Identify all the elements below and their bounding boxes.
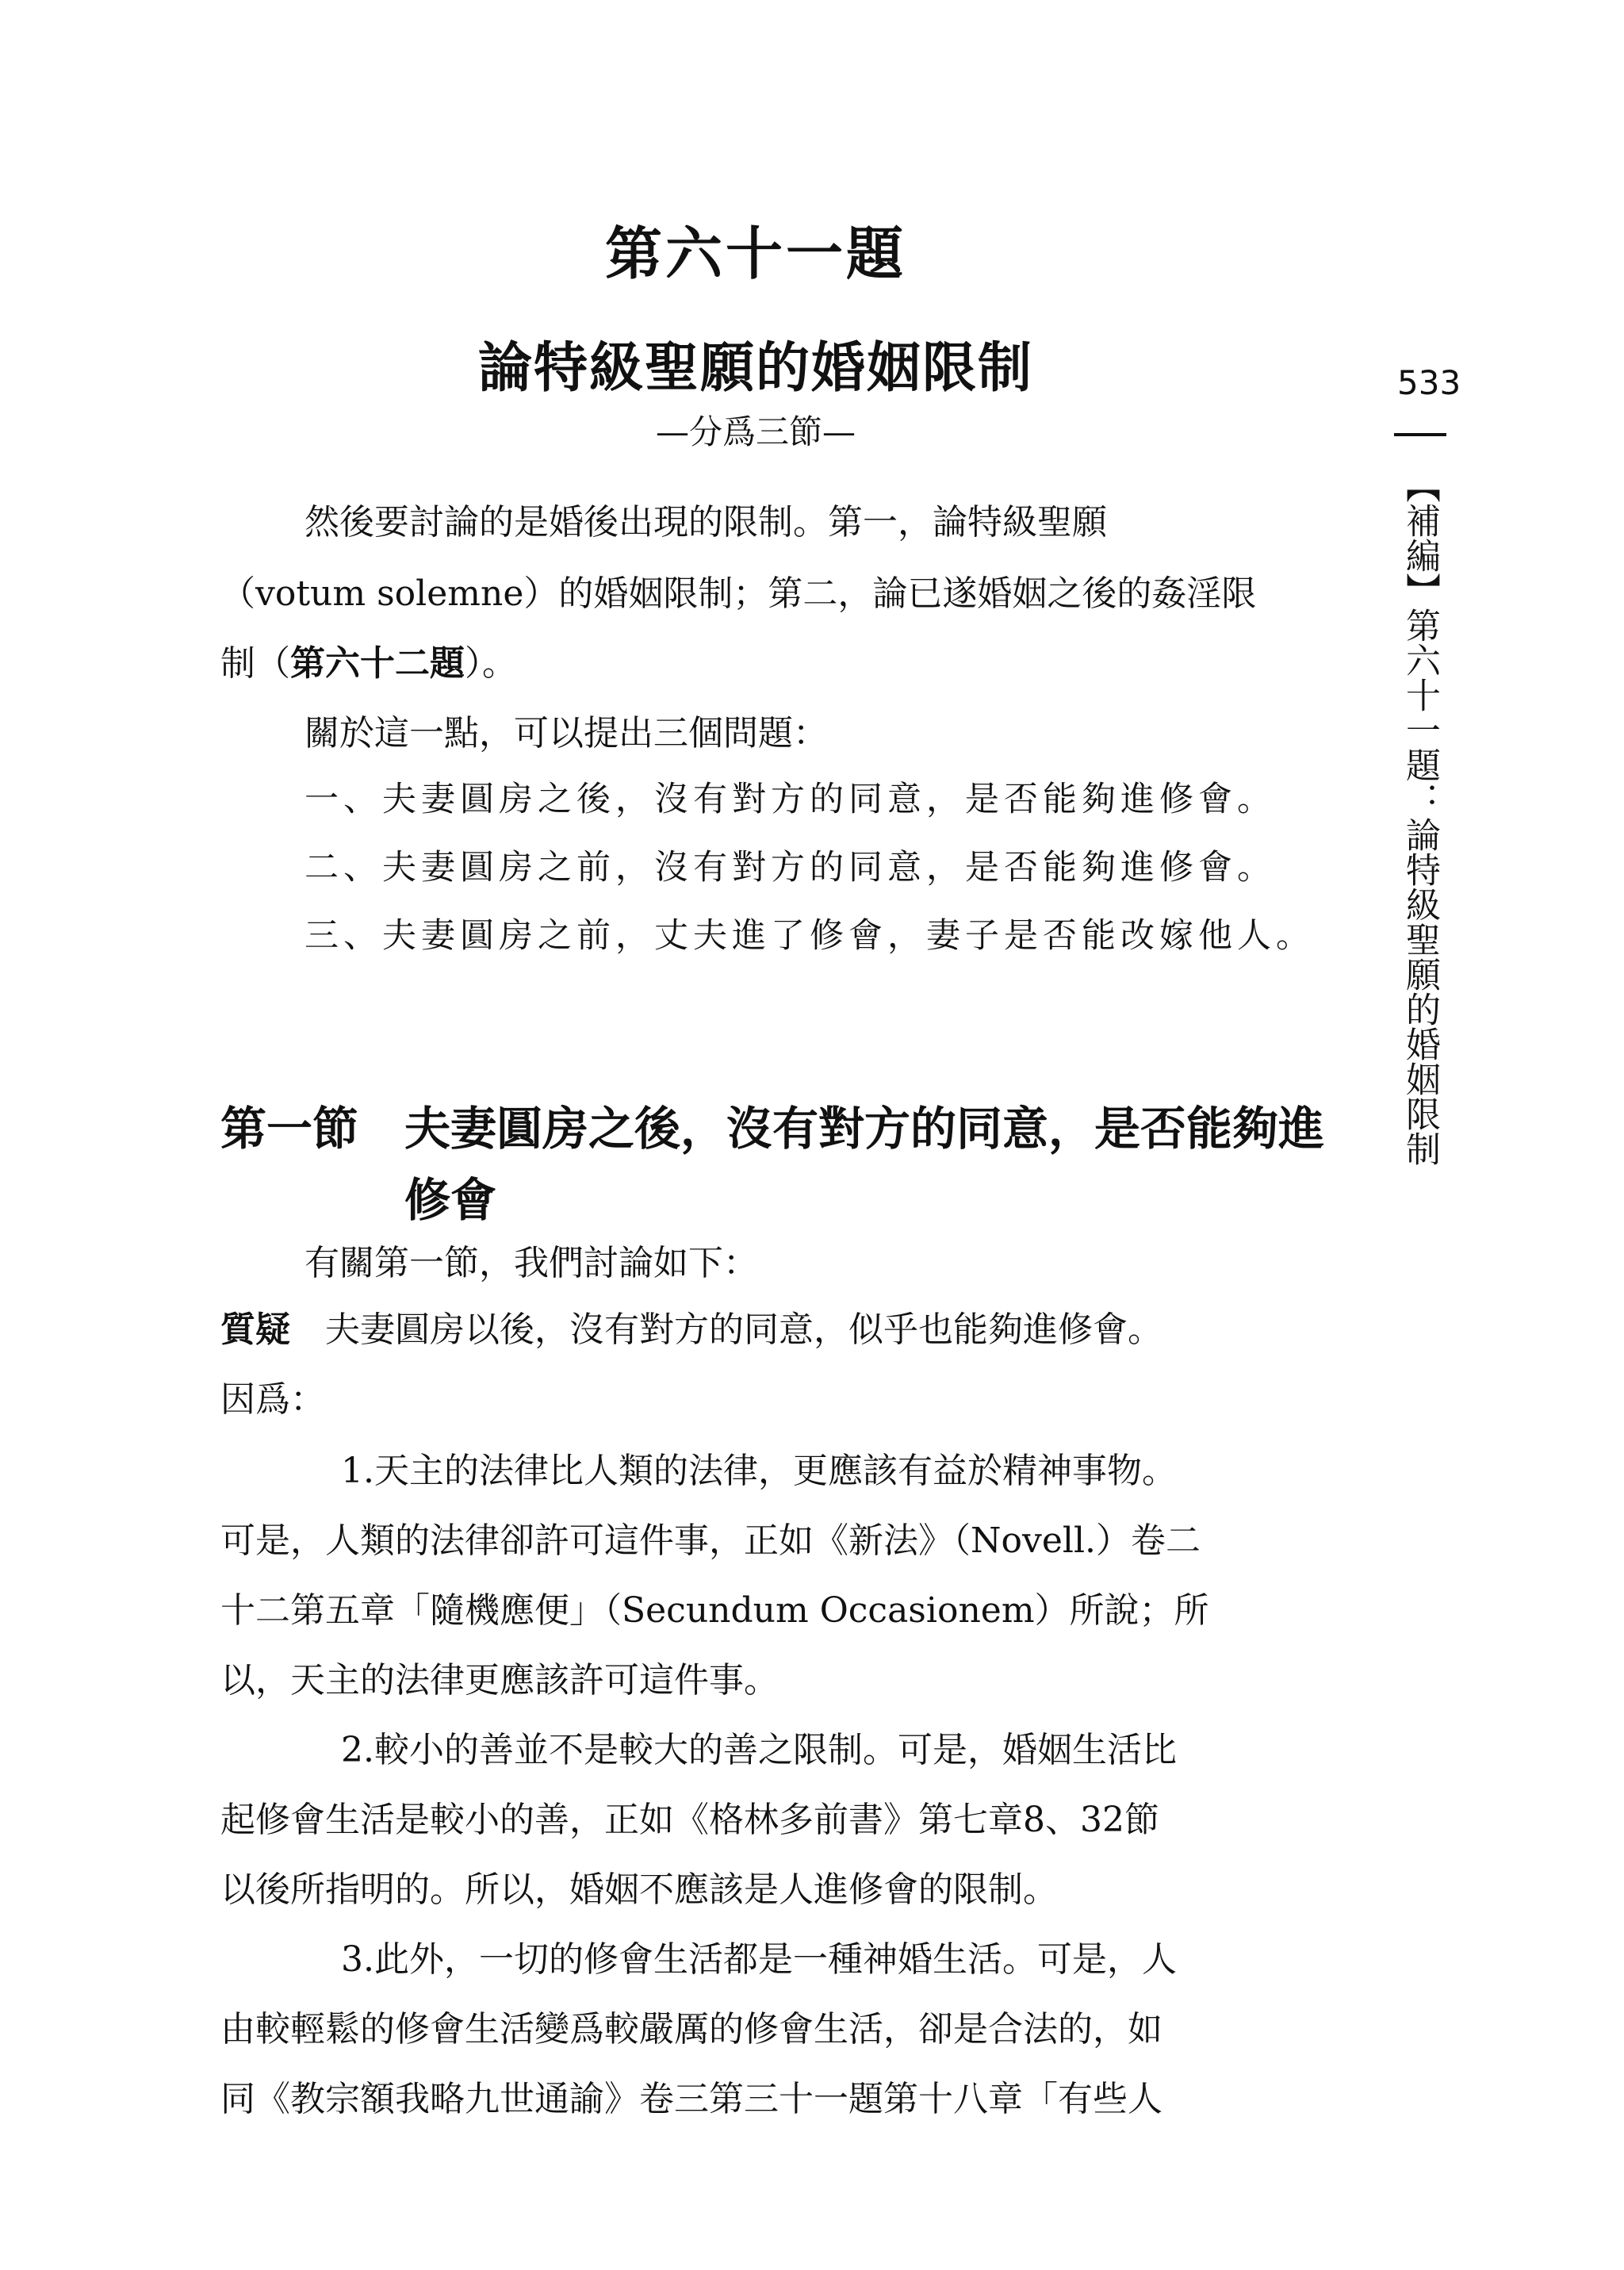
point-1-line-4: 以，天主的法律更應該許可這件事。 xyxy=(220,1660,779,1701)
intro-line-3-a: 制（ xyxy=(220,643,290,684)
objection-label: 質疑 xyxy=(220,1309,290,1350)
question-1: 一、夫妻圓房之後，沒有對方的同意，是否能夠進修會。 xyxy=(304,780,1276,819)
intro-line-2: （votum solemne）的婚姻限制；第二，論已遂婚姻之後的姦淫限 xyxy=(220,573,1257,614)
intro-line-4: 關於這一點，可以提出三個問題： xyxy=(304,713,828,753)
chapter-title: 第六十一題 xyxy=(604,220,906,287)
point-3-line-2: 由較輕鬆的修會生活變爲較嚴厲的修會生活，卻是合法的，如 xyxy=(220,2009,1162,2050)
point-2-line-2: 起修會生活是較小的善，正如《格林多前書》第七章8、32節 xyxy=(220,1800,1159,1840)
question-3: 三、夫妻圓房之前，丈夫進了修會，妻子是否能改嫁他人。 xyxy=(304,916,1315,956)
running-header: 【補編】第六十一題：論特級聖願的婚姻限制 xyxy=(1400,468,1440,1166)
intro-line-3 xyxy=(220,635,517,685)
objection-line-2: 因爲： xyxy=(220,1379,325,1420)
point-3-line-1: 3.此外，一切的修會生活都是一種神婚生活。可是，人 xyxy=(341,1939,1177,1980)
point-3-line-3: 同《教宗額我略九世通諭》卷三第三十一題第十八章「有些人 xyxy=(220,2079,1162,2119)
intro-line-1: 然後要討論的是婚後出現的限制。第一，論特級聖願 xyxy=(304,502,1107,543)
question-2: 二、夫妻圓房之前，沒有對方的同意，是否能夠進修會。 xyxy=(304,848,1276,888)
topic-title: 論特級聖願的婚姻限制 xyxy=(477,336,1033,400)
point-2-line-1: 2.較小的善並不是較大的善之限制。可是，婚姻生活比 xyxy=(341,1730,1177,1770)
section-heading-line-1: 第一節 夫妻圓房之後，沒有對方的同意，是否能夠進 xyxy=(220,1102,1325,1156)
point-1-line-2: 可是，人類的法律卻許可這件事，正如《新法》（Novell.）卷二 xyxy=(220,1520,1201,1561)
point-1-line-3: 十二第五章「隨機應便」（Secundum Occasionem）所說；所 xyxy=(220,1590,1209,1631)
intro-line-3-b: ）。 xyxy=(465,643,517,684)
objection-text: 夫妻圓房以後，沒有對方的同意，似乎也能夠進修會。 xyxy=(290,1309,1162,1350)
page-number: 533 xyxy=(1397,363,1461,402)
margin-rule xyxy=(1394,433,1446,436)
subtitle: —分爲三節— xyxy=(655,412,856,451)
section-lead: 有關第一節，我們討論如下： xyxy=(304,1243,758,1283)
section-heading-line-2: 修會 xyxy=(404,1173,497,1227)
point-1-line-1: 1.天主的法律比人類的法律，更應該有益於精神事物。 xyxy=(341,1451,1177,1491)
cross-reference: 第六十二題 xyxy=(290,643,465,684)
objection-line-1 xyxy=(220,1301,1162,1352)
point-2-line-3: 以後所指明的。所以，婚姻不應該是人進修會的限制。 xyxy=(220,1869,1058,1910)
